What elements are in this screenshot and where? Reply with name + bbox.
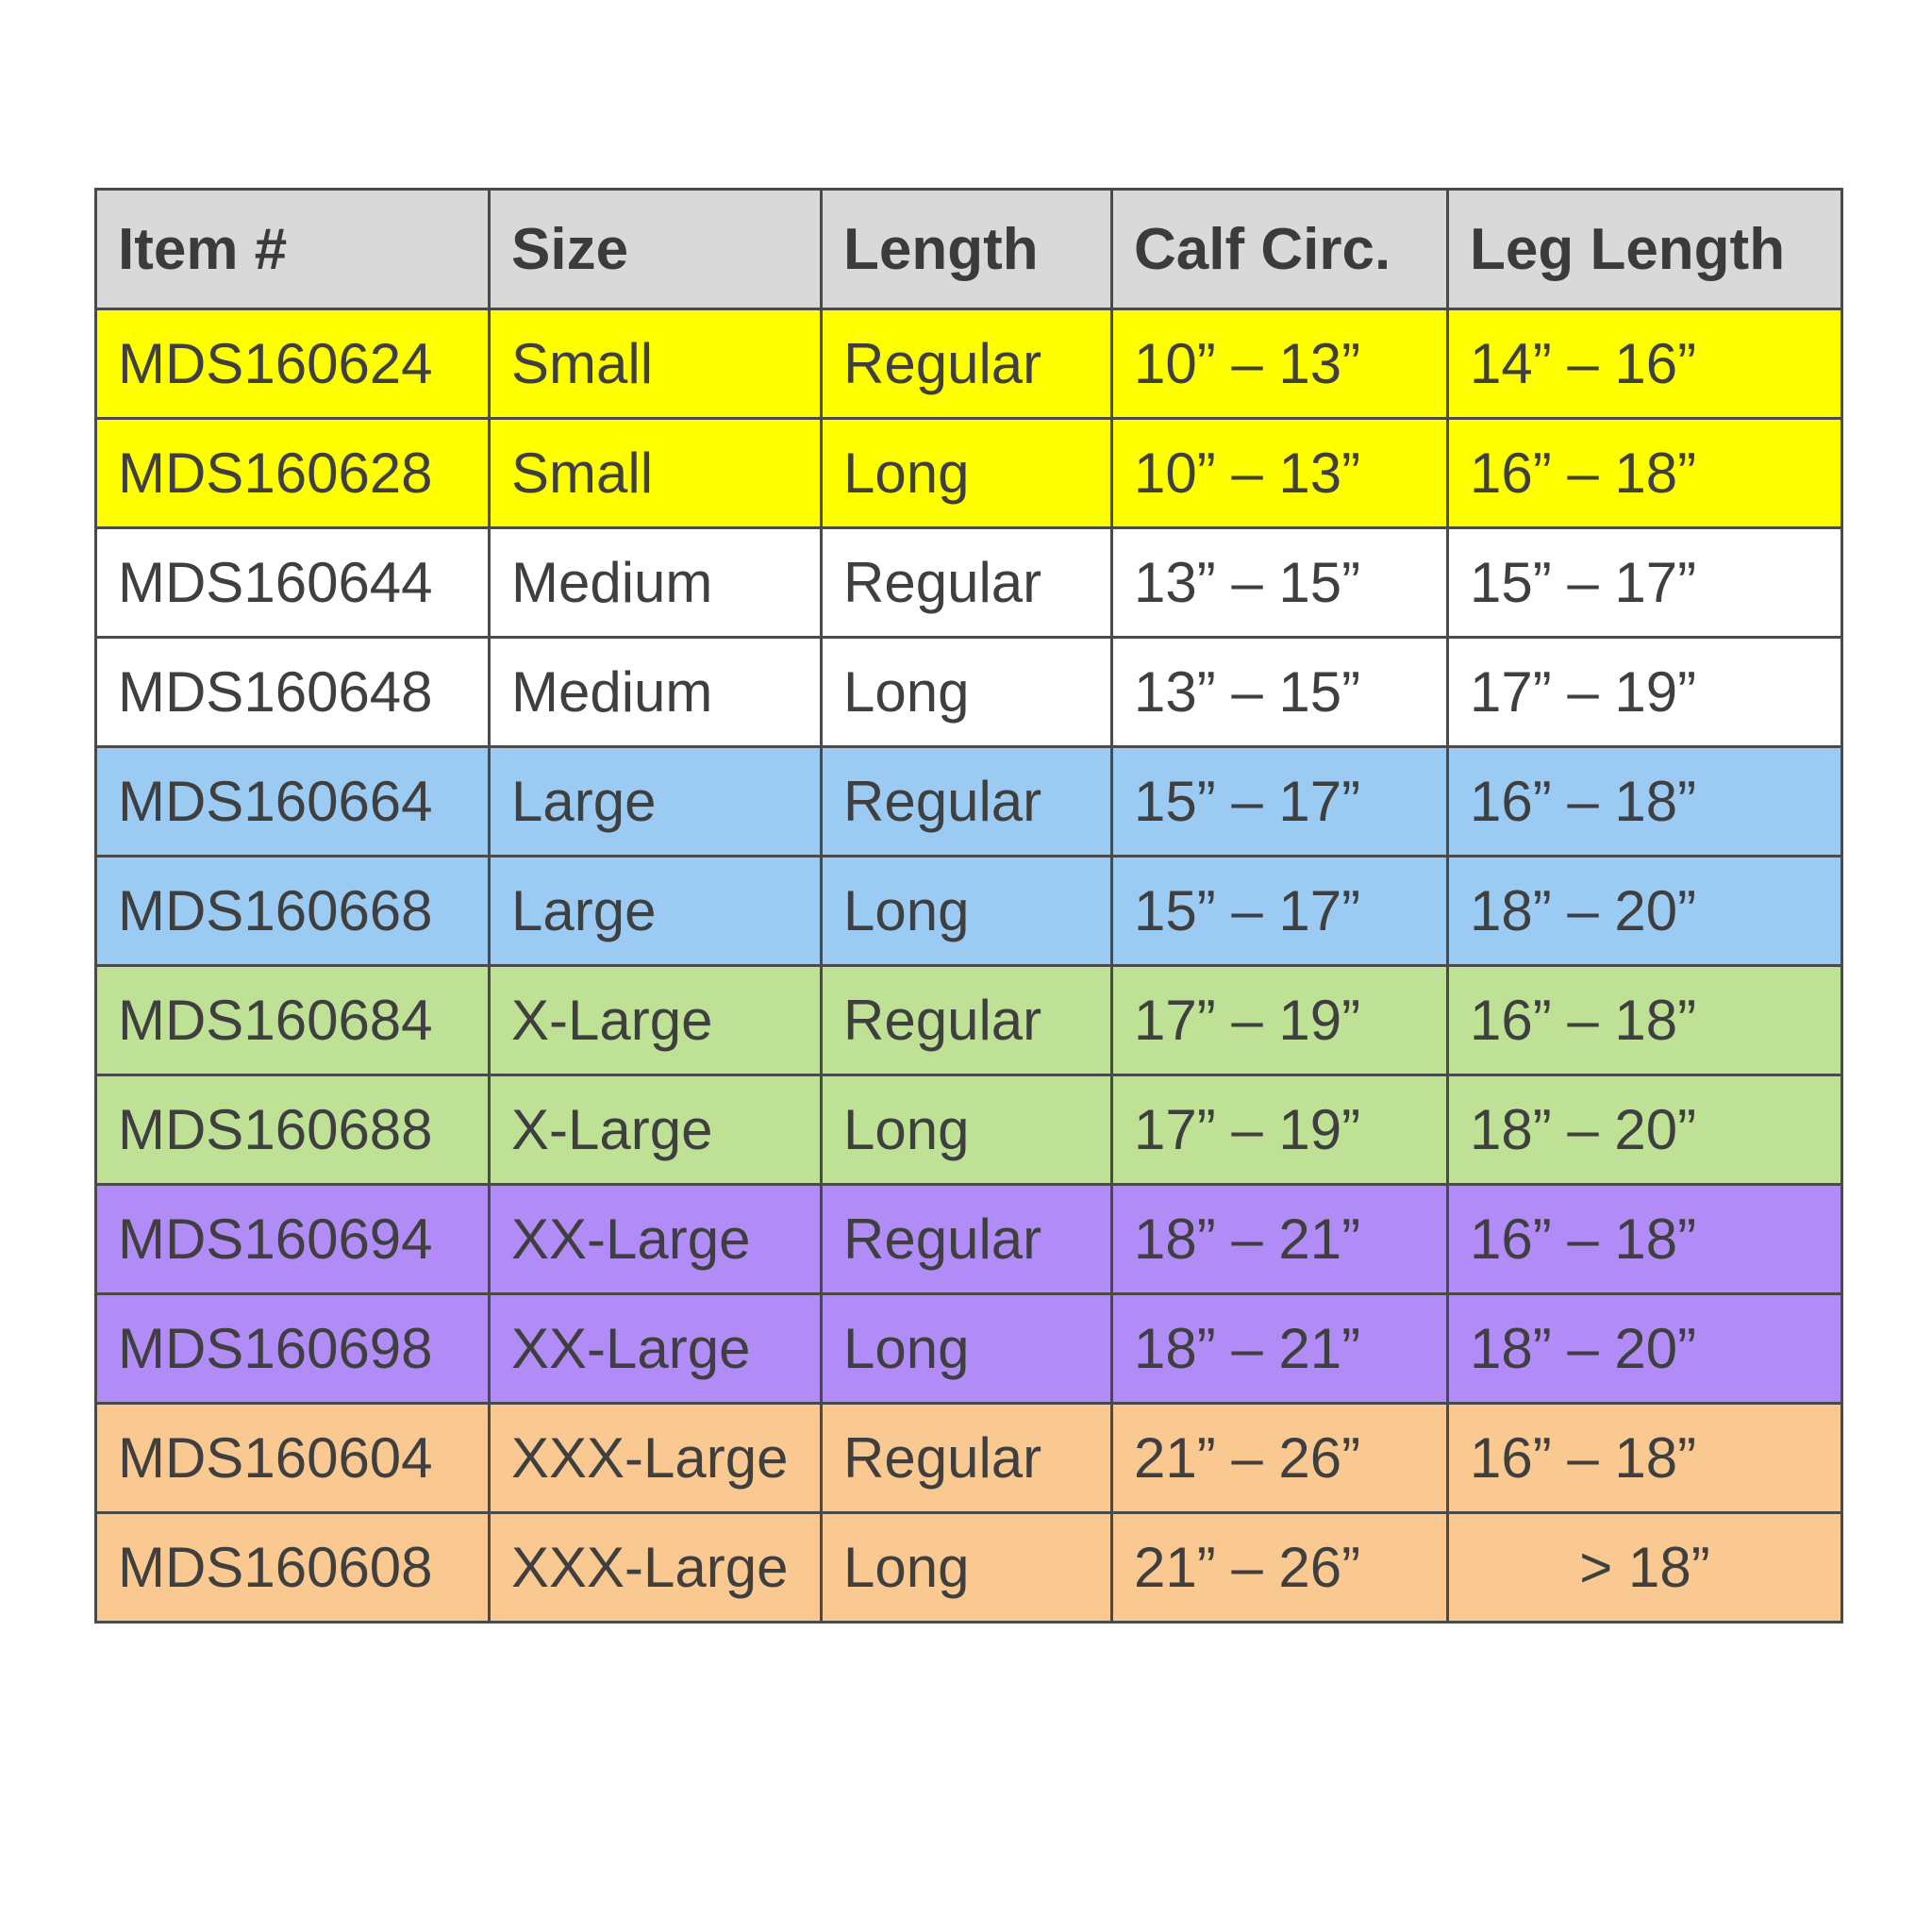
item-number-cell: MDS160688 <box>96 1075 490 1185</box>
calf-circ-cell: 18” – 21” <box>1112 1185 1448 1294</box>
size-cell: XX-Large <box>490 1294 822 1404</box>
size-cell: Large <box>490 747 822 857</box>
size-cell: Medium <box>490 528 822 638</box>
calf-circ-cell: 21” – 26” <box>1112 1404 1448 1513</box>
table-row <box>96 309 1842 419</box>
item-number-cell: MDS160694 <box>96 1185 490 1294</box>
item-number-cell: MDS160608 <box>96 1513 490 1623</box>
size-cell: Small <box>490 309 822 419</box>
item-number-cell: MDS160668 <box>96 857 490 966</box>
length-cell: Long <box>822 638 1112 747</box>
size-cell: XX-Large <box>490 1185 822 1294</box>
table-row <box>96 1075 1842 1185</box>
leg-length-cell: 14” – 16” <box>1448 309 1842 419</box>
calf-circ-cell: 15” – 17” <box>1112 857 1448 966</box>
header-length: Length <box>822 190 1112 309</box>
leg-length-cell: 18” – 20” <box>1448 1075 1842 1185</box>
item-number-cell: MDS160624 <box>96 309 490 419</box>
item-number-cell: MDS160604 <box>96 1404 490 1513</box>
calf-circ-cell: 15” – 17” <box>1112 747 1448 857</box>
calf-circ-cell: 10” – 13” <box>1112 309 1448 419</box>
header-item-number: Item # <box>96 190 490 309</box>
leg-length-cell: 16” – 18” <box>1448 1404 1842 1513</box>
length-cell: Regular <box>822 966 1112 1075</box>
item-number-cell: MDS160698 <box>96 1294 490 1404</box>
leg-length-cell: 17” – 19” <box>1448 638 1842 747</box>
size-cell: Large <box>490 857 822 966</box>
header-leg-length: Leg Length <box>1448 190 1842 309</box>
table-row <box>96 747 1842 857</box>
leg-length-cell: 18” – 20” <box>1448 1294 1842 1404</box>
calf-circ-cell: 18” – 21” <box>1112 1294 1448 1404</box>
table-row <box>96 638 1842 747</box>
table-row <box>96 1404 1842 1513</box>
length-cell: Long <box>822 1513 1112 1623</box>
calf-circ-cell: 17” – 19” <box>1112 966 1448 1075</box>
calf-circ-cell: 13” – 15” <box>1112 638 1448 747</box>
leg-length-cell: 16” – 18” <box>1448 1185 1842 1294</box>
table-body <box>96 309 1842 1623</box>
size-cell: X-Large <box>490 1075 822 1185</box>
header-row <box>96 190 1842 309</box>
table-row <box>96 1185 1842 1294</box>
calf-circ-cell: 10” – 13” <box>1112 419 1448 528</box>
leg-length-cell: 16” – 18” <box>1448 966 1842 1075</box>
length-cell: Regular <box>822 1404 1112 1513</box>
length-cell: Long <box>822 1075 1112 1185</box>
calf-circ-cell: 21” – 26” <box>1112 1513 1448 1623</box>
length-cell: Long <box>822 419 1112 528</box>
table-row <box>96 857 1842 966</box>
item-number-cell: MDS160644 <box>96 528 490 638</box>
table-header <box>96 190 1842 309</box>
leg-length-cell: 18” – 20” <box>1448 857 1842 966</box>
header-calf-circ: Calf Circ. <box>1112 190 1448 309</box>
size-cell: Medium <box>490 638 822 747</box>
length-cell: Long <box>822 1294 1112 1404</box>
calf-circ-cell: 13” – 15” <box>1112 528 1448 638</box>
leg-length-cell: 15” – 17” <box>1448 528 1842 638</box>
size-cell: XXX-Large <box>490 1404 822 1513</box>
item-number-cell: MDS160628 <box>96 419 490 528</box>
length-cell: Regular <box>822 309 1112 419</box>
size-chart-table <box>94 188 1843 1624</box>
length-cell: Regular <box>822 1185 1112 1294</box>
table-row <box>96 1513 1842 1623</box>
length-cell: Regular <box>822 747 1112 857</box>
header-size: Size <box>490 190 822 309</box>
size-cell: XXX-Large <box>490 1513 822 1623</box>
item-number-cell: MDS160648 <box>96 638 490 747</box>
table-row <box>96 966 1842 1075</box>
size-cell: Small <box>490 419 822 528</box>
table-row <box>96 528 1842 638</box>
item-number-cell: MDS160664 <box>96 747 490 857</box>
item-number-cell: MDS160684 <box>96 966 490 1075</box>
leg-length-cell: 16” – 18” <box>1448 747 1842 857</box>
table-row <box>96 419 1842 528</box>
length-cell: Regular <box>822 528 1112 638</box>
table-row <box>96 1294 1842 1404</box>
leg-length-cell: > 18” <box>1448 1513 1842 1623</box>
size-cell: X-Large <box>490 966 822 1075</box>
leg-length-cell: 16” – 18” <box>1448 419 1842 528</box>
length-cell: Long <box>822 857 1112 966</box>
calf-circ-cell: 17” – 19” <box>1112 1075 1448 1185</box>
